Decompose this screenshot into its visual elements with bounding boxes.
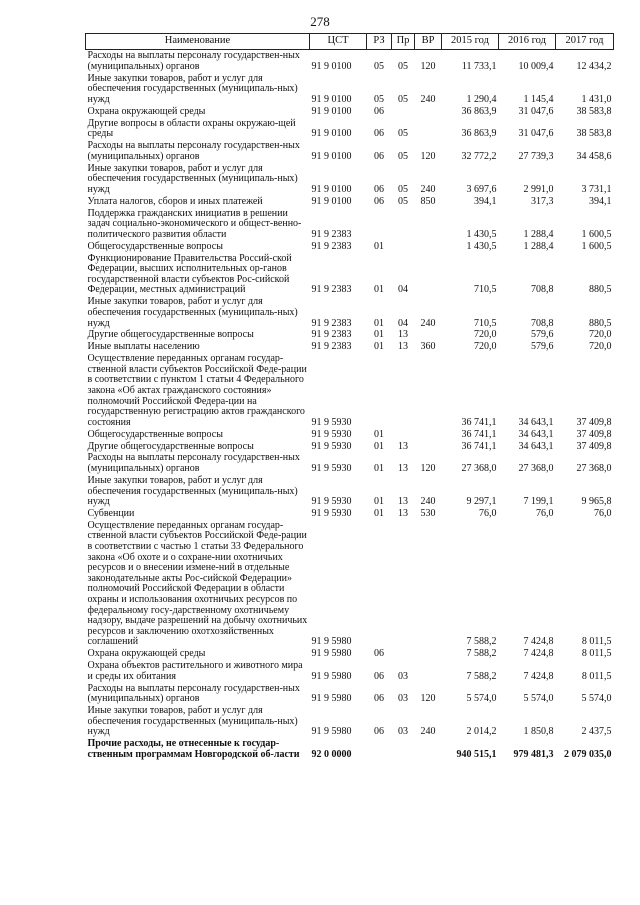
cell-cst: 91 9 2383 xyxy=(311,329,352,341)
cell-pr: 03 xyxy=(398,726,408,738)
cell-cst: 91 9 5980 xyxy=(311,648,352,660)
cell-vr xyxy=(415,660,442,682)
cell-rz: 01 xyxy=(374,463,384,475)
cell-pr xyxy=(392,738,415,760)
cell-cst: 91 9 0100 xyxy=(311,105,352,117)
cell-2015: 710,5 xyxy=(474,317,497,329)
cell-pr xyxy=(392,207,415,240)
header-2016: 2016 год xyxy=(499,34,556,50)
cell-cst: 91 9 2383 xyxy=(311,228,352,240)
cell-rz: 06 xyxy=(374,195,384,207)
cell-2016: 34 643,1 xyxy=(518,440,554,452)
cell-2015: 36 863,9 xyxy=(461,128,497,140)
cell-pr xyxy=(392,353,415,428)
cell-2015: 7 588,2 xyxy=(466,670,497,682)
cell-2017: 38 583,8 xyxy=(576,105,612,117)
cell-vr: 360 xyxy=(420,341,436,353)
table-row xyxy=(86,508,614,520)
cell-cst: 91 9 5980 xyxy=(311,670,352,682)
cell-pr: 03 xyxy=(398,670,408,682)
table-row xyxy=(86,117,614,139)
cell-2015: 1 430,5 xyxy=(466,228,497,240)
cell-2016: 1 850,8 xyxy=(523,726,554,738)
cell-name: Поддержка гражданских инициатив в решении задач социально-экономического и общест-венно-политического развития области xyxy=(87,207,302,240)
cell-name: Иные закупки товаров, работ и услуг для обеспечения государственных (муниципаль-ных) нужд xyxy=(87,296,298,329)
header-cst: ЦСТ xyxy=(310,34,367,50)
table-row xyxy=(86,660,614,682)
cell-2016: 708,8 xyxy=(531,317,554,329)
cell-2015: 940 515,1 xyxy=(456,748,497,760)
cell-2015: 36 741,1 xyxy=(461,428,497,440)
cell-vr: 120 xyxy=(420,693,436,705)
cell-2015: 720,0 xyxy=(474,329,497,341)
cell-2017: 880,5 xyxy=(589,317,612,329)
cell-2017: 394,1 xyxy=(589,195,612,207)
table-row xyxy=(86,648,614,660)
table-row xyxy=(86,705,614,738)
table-header-row xyxy=(86,34,614,50)
cell-2015: 7 588,2 xyxy=(466,648,497,660)
cell-vr xyxy=(415,440,442,452)
cell-cst: 91 9 5930 xyxy=(311,440,352,452)
table-row xyxy=(86,140,614,162)
cell-rz: 01 xyxy=(374,496,384,508)
cell-2015: 7 588,2 xyxy=(466,636,497,648)
cell-pr xyxy=(392,520,415,648)
cell-2015: 1 290,4 xyxy=(466,93,497,105)
cell-2017: 12 434,2 xyxy=(576,60,612,72)
cell-name: Уплата налогов, сборов и иных платежей xyxy=(87,195,263,207)
cell-vr: 240 xyxy=(420,496,436,508)
cell-cst: 91 9 0100 xyxy=(311,60,352,72)
cell-2017: 2 437,5 xyxy=(581,726,612,738)
cell-name: Расходы на выплаты персоналу государствен-ных (муниципальных) органов xyxy=(87,682,300,705)
cell-2015: 2 014,2 xyxy=(466,726,497,738)
cell-pr xyxy=(392,240,415,252)
cell-name: Иные закупки товаров, работ и услуг для обеспечения государственных (муниципаль-ных) нужд xyxy=(87,474,298,508)
cell-2016: 7 199,1 xyxy=(523,496,554,508)
cell-rz: 01 xyxy=(374,341,384,353)
cell-2016: 76,0 xyxy=(536,507,554,519)
cell-pr: 13 xyxy=(398,440,408,452)
cell-pr xyxy=(392,106,415,118)
table-row xyxy=(86,106,614,118)
cell-2015: 36 863,9 xyxy=(461,105,497,117)
page-number: 278 xyxy=(310,14,330,29)
cell-name: Субвенции xyxy=(87,507,135,519)
cell-pr: 05 xyxy=(398,195,408,207)
table-row xyxy=(86,162,614,195)
table-row xyxy=(86,329,614,341)
table-row xyxy=(86,682,614,704)
table-row xyxy=(86,50,614,73)
cell-2017: 8 011,5 xyxy=(581,670,612,682)
cell-2017: 2 079 035,0 xyxy=(564,748,612,760)
cell-name: Охрана окружающей среды xyxy=(87,648,206,660)
cell-rz: 01 xyxy=(374,240,384,252)
cell-pr: 05 xyxy=(398,150,408,162)
cell-2017: 37 409,8 xyxy=(576,440,612,452)
cell-rz: 01 xyxy=(374,329,384,341)
cell-2017: 5 574,0 xyxy=(581,693,612,705)
cell-2015: 3 697,6 xyxy=(466,183,497,195)
cell-rz: 05 xyxy=(374,60,384,72)
cell-pr: 05 xyxy=(398,183,408,195)
table-row xyxy=(86,475,614,508)
cell-pr xyxy=(392,648,415,660)
cell-rz: 06 xyxy=(374,670,384,682)
cell-vr xyxy=(415,428,442,440)
cell-name: Иные закупки товаров, работ и услуг для обеспечения государственных (муниципаль-ных) нужд xyxy=(87,72,298,105)
cell-vr xyxy=(415,117,442,139)
table-row xyxy=(86,72,614,105)
table-row xyxy=(86,196,614,208)
cell-rz xyxy=(367,520,392,648)
header-2015: 2015 год xyxy=(442,34,499,50)
cell-name: Функционирование Правительства Россий-ской Федерации, высших исполнительных ор-ганов государственной власти субъектов Рос-сийской Федерации, местных администраций xyxy=(87,252,292,296)
cell-2016: 7 424,8 xyxy=(523,670,554,682)
cell-name: Общегосударственные вопросы xyxy=(87,428,223,440)
cell-2016: 10 009,4 xyxy=(518,60,554,72)
cell-pr: 03 xyxy=(398,693,408,705)
table-row xyxy=(86,428,614,440)
cell-2017: 3 731,1 xyxy=(581,183,612,195)
cell-name: Иные выплаты населению xyxy=(87,341,200,353)
cell-cst: 91 9 5930 xyxy=(311,463,352,475)
cell-cst: 91 9 0100 xyxy=(311,128,352,140)
cell-rz: 06 xyxy=(374,648,384,660)
cell-cst: 92 0 0000 xyxy=(311,748,352,760)
cell-2017: 27 368,0 xyxy=(576,463,612,475)
cell-2016: 1 288,4 xyxy=(523,240,554,252)
cell-vr xyxy=(415,648,442,660)
cell-pr: 13 xyxy=(398,507,408,519)
cell-vr xyxy=(415,520,442,648)
cell-name: Осуществление переданных органам государ-ственной власти субъектов Российской Феде-рации в соответствии с частью 1 статьи 33 Федерального закона «Об охоте и о сохране-нии охотничьих ресурсов и о внесении измене-ний в отдельные законодательные акты Рос-сийской Федерации» полномочий Российской Федерации в области охраны и использования охотничьих ресурсов по федеральному госу-дарственному охотничьему надзору, выдаче разрешений на добычу охотничьих ресурсов и заключению охотхозяйственных соглашений xyxy=(87,519,308,648)
cell-2017: 1 600,5 xyxy=(581,228,612,240)
cell-2016: 27 368,0 xyxy=(518,463,554,475)
cell-2016: 27 739,3 xyxy=(518,150,554,162)
cell-cst: 91 9 2383 xyxy=(311,240,352,252)
cell-2016: 1 288,4 xyxy=(523,228,554,240)
cell-2015: 32 772,2 xyxy=(461,150,497,162)
cell-cst: 91 9 0100 xyxy=(311,183,352,195)
cell-2016: 2 991,0 xyxy=(523,183,554,195)
cell-rz: 05 xyxy=(374,93,384,105)
cell-2016: 5 574,0 xyxy=(523,693,554,705)
cell-2016: 34 643,1 xyxy=(518,428,554,440)
cell-cst: 91 9 5930 xyxy=(311,416,352,428)
table-row xyxy=(86,341,614,353)
cell-pr: 13 xyxy=(398,496,408,508)
cell-name: Другие общегосударственные вопросы xyxy=(87,440,254,452)
cell-rz xyxy=(367,738,392,760)
cell-cst: 91 9 2383 xyxy=(311,341,352,353)
cell-2015: 36 741,1 xyxy=(461,440,497,452)
cell-2016: 1 145,4 xyxy=(523,93,554,105)
cell-rz: 06 xyxy=(374,150,384,162)
cell-cst: 91 9 0100 xyxy=(311,150,352,162)
cell-vr xyxy=(415,252,442,296)
cell-rz xyxy=(367,353,392,428)
cell-pr: 13 xyxy=(398,463,408,475)
cell-cst: 91 9 0100 xyxy=(311,195,352,207)
cell-2015: 720,0 xyxy=(474,341,497,353)
cell-cst: 91 9 2383 xyxy=(311,284,352,296)
cell-cst: 91 9 5980 xyxy=(311,693,352,705)
cell-2017: 720,0 xyxy=(589,341,612,353)
cell-rz: 06 xyxy=(374,726,384,738)
cell-cst: 91 9 5980 xyxy=(311,726,352,738)
cell-2015: 394,1 xyxy=(474,195,497,207)
cell-2015: 9 297,1 xyxy=(466,496,497,508)
table-row xyxy=(86,296,614,329)
cell-2017: 9 965,8 xyxy=(581,496,612,508)
cell-vr xyxy=(415,353,442,428)
cell-pr xyxy=(392,428,415,440)
cell-vr: 120 xyxy=(420,60,436,72)
cell-2017: 880,5 xyxy=(589,284,612,296)
cell-cst: 91 9 5930 xyxy=(311,507,352,519)
cell-vr: 530 xyxy=(420,507,436,519)
cell-cst: 91 9 5980 xyxy=(311,636,352,648)
table-row xyxy=(86,252,614,296)
cell-name: Осуществление переданных органам государ-ственной власти субъектов Российской Феде-рации в соответствии с пунктом 1 статьи 4 Федерального закона «Об актах гражданского состояния» полномочий Российской Федера-ции на государственную регистрацию актов гражданского состояния xyxy=(87,353,307,428)
cell-pr: 05 xyxy=(398,60,408,72)
cell-rz: 06 xyxy=(374,128,384,140)
cell-pr: 13 xyxy=(398,329,408,341)
cell-2016: 579,6 xyxy=(531,341,554,353)
table-row xyxy=(86,738,614,760)
cell-2015: 11 733,1 xyxy=(461,60,497,72)
cell-name: Охрана объектов растительного и животного мира и среды их обитания xyxy=(87,660,303,682)
cell-vr xyxy=(415,207,442,240)
cell-2016: 7 424,8 xyxy=(523,636,554,648)
cell-rz: 01 xyxy=(374,440,384,452)
cell-2015: 76,0 xyxy=(479,507,497,519)
cell-pr: 04 xyxy=(398,284,408,296)
cell-vr: 240 xyxy=(420,183,436,195)
cell-rz: 01 xyxy=(374,317,384,329)
cell-vr xyxy=(415,329,442,341)
cell-2016: 579,6 xyxy=(531,329,554,341)
cell-2017: 76,0 xyxy=(594,507,612,519)
cell-cst: 91 9 2383 xyxy=(311,317,352,329)
cell-pr: 13 xyxy=(398,341,408,353)
cell-vr xyxy=(415,738,442,760)
cell-2017: 37 409,8 xyxy=(576,428,612,440)
cell-2015: 710,5 xyxy=(474,284,497,296)
cell-2016: 317,3 xyxy=(531,195,554,207)
cell-name: Иные закупки товаров, работ и услуг для обеспечения государственных (муниципаль-ных) нужд xyxy=(87,705,298,738)
table-row xyxy=(86,520,614,648)
cell-name: Охрана окружающей среды xyxy=(87,105,206,117)
cell-2015: 1 430,5 xyxy=(466,240,497,252)
table-body xyxy=(86,50,614,761)
cell-pr: 05 xyxy=(398,128,408,140)
cell-vr: 240 xyxy=(420,317,436,329)
cell-cst: 91 9 5930 xyxy=(311,496,352,508)
cell-vr: 240 xyxy=(420,726,436,738)
cell-2017: 720,0 xyxy=(589,329,612,341)
cell-2017: 38 583,8 xyxy=(576,128,612,140)
header-2017: 2017 год xyxy=(556,34,614,50)
cell-vr xyxy=(415,240,442,252)
cell-name: Другие общегосударственные вопросы xyxy=(87,329,254,341)
cell-rz: 06 xyxy=(374,105,384,117)
header-rz: РЗ xyxy=(367,34,392,50)
header-vr: ВР xyxy=(415,34,442,50)
cell-pr: 05 xyxy=(398,93,408,105)
table-row xyxy=(86,353,614,428)
cell-rz: 06 xyxy=(374,693,384,705)
budget-table xyxy=(85,33,614,760)
cell-2017: 1 431,0 xyxy=(581,93,612,105)
cell-2015: 36 741,1 xyxy=(461,416,497,428)
cell-name: Другие вопросы в области охраны окружаю-щей среды xyxy=(87,117,296,140)
cell-rz: 01 xyxy=(374,428,384,440)
cell-2016: 31 047,6 xyxy=(518,128,554,140)
cell-2016: 7 424,8 xyxy=(523,648,554,660)
table-row xyxy=(86,240,614,252)
cell-2016: 31 047,6 xyxy=(518,105,554,117)
cell-pr: 04 xyxy=(398,317,408,329)
cell-2015: 27 368,0 xyxy=(461,463,497,475)
cell-cst: 91 9 5930 xyxy=(311,428,352,440)
cell-2015: 5 574,0 xyxy=(466,693,497,705)
cell-vr: 120 xyxy=(420,463,436,475)
cell-2017: 34 458,6 xyxy=(576,150,612,162)
cell-name: Прочие расходы, не отнесенные к государ-ственным программам Новгородской об-ласти xyxy=(87,738,300,760)
table-row xyxy=(86,440,614,452)
cell-2016: 979 481,3 xyxy=(513,748,554,760)
cell-name: Расходы на выплаты персоналу государствен-ных (муниципальных) органов xyxy=(87,140,300,162)
cell-2017: 8 011,5 xyxy=(581,648,612,660)
table-row xyxy=(86,452,614,474)
header-pr: Пр xyxy=(392,34,415,50)
cell-rz xyxy=(367,207,392,240)
table-row xyxy=(86,207,614,240)
cell-2017: 37 409,8 xyxy=(576,416,612,428)
cell-2017: 8 011,5 xyxy=(581,636,612,648)
cell-vr: 850 xyxy=(420,195,436,207)
cell-vr: 240 xyxy=(420,93,436,105)
cell-rz: 01 xyxy=(374,507,384,519)
cell-name: Расходы на выплаты персоналу государствен-ных (муниципальных) органов xyxy=(87,50,300,72)
cell-name: Расходы на выплаты персоналу государствен-ных (муниципальных) органов xyxy=(87,452,300,475)
cell-rz: 06 xyxy=(374,183,384,195)
cell-2017: 1 600,5 xyxy=(581,240,612,252)
cell-vr xyxy=(415,106,442,118)
cell-name: Общегосударственные вопросы xyxy=(87,240,223,252)
cell-rz: 01 xyxy=(374,284,384,296)
cell-2016: 34 643,1 xyxy=(518,416,554,428)
cell-2016: 708,8 xyxy=(531,284,554,296)
header-name: Наименование xyxy=(86,34,310,50)
cell-name: Иные закупки товаров, работ и услуг для обеспечения государственных (муниципаль-ных) нужд xyxy=(87,162,298,195)
cell-cst: 91 9 0100 xyxy=(311,93,352,105)
cell-vr: 120 xyxy=(420,150,436,162)
